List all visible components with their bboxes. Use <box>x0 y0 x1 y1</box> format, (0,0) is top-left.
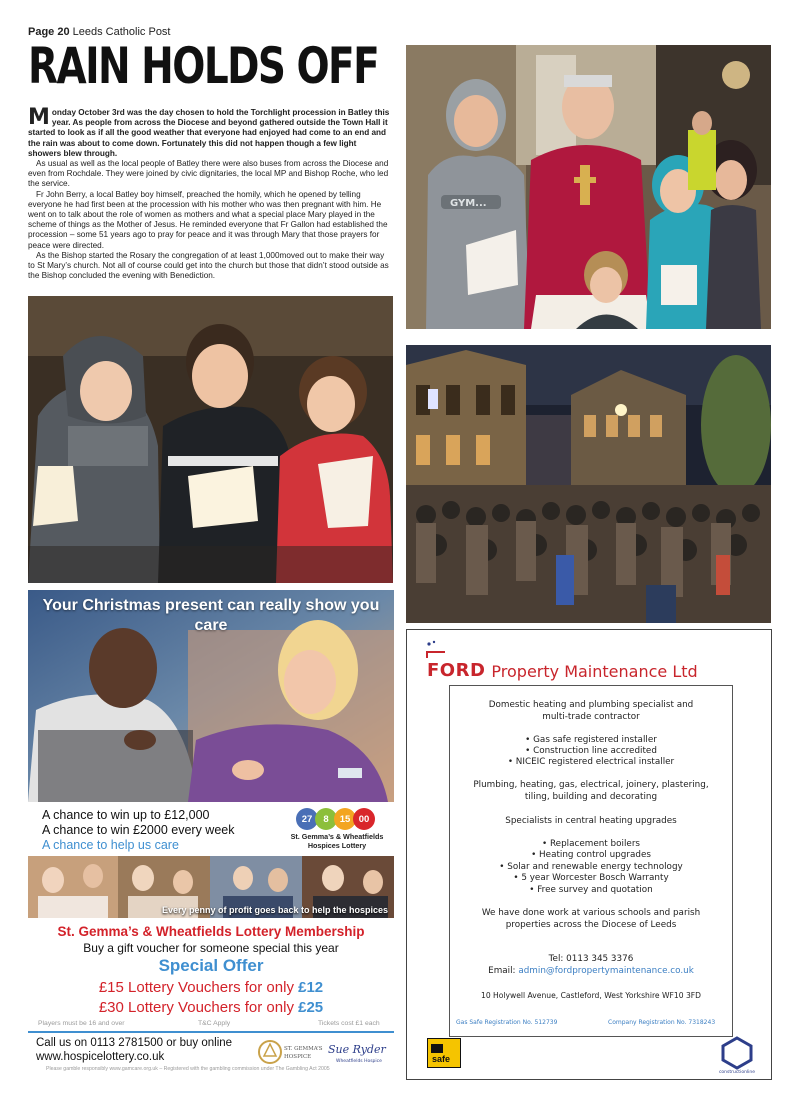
services-line: tiling, building and decorating <box>524 792 658 802</box>
membership-title: St. Gemma’s & Wheatfields Lottery Membership <box>57 924 365 939</box>
contact-block <box>36 1036 232 1064</box>
bullet-item: • 5 year Worcester Bosch Warranty <box>513 873 669 883</box>
hospice-lottery-advert <box>28 590 394 1078</box>
article-body <box>28 105 390 281</box>
offer-line-2 <box>28 999 394 1016</box>
lottery-ball: 00 <box>353 808 375 830</box>
work-line: properties across the Diocese of Leeds <box>505 920 677 930</box>
chance-line-2: A chance to win £2000 every week <box>42 823 235 837</box>
gas-safe-mark <box>431 1044 443 1053</box>
email-link[interactable]: admin@fordpropertymaintenance.co.uk <box>518 966 694 976</box>
photo-bishop-with-children <box>406 45 771 329</box>
photo-children-with-candles <box>28 296 393 583</box>
photo-crowd-at-night <box>406 345 771 623</box>
ford-brand: FORD <box>427 660 486 681</box>
sue-ryder-logo <box>326 1039 388 1072</box>
lottery-ball: 15 <box>334 808 356 830</box>
offer-text: £15 Lottery Vouchers for only <box>98 979 299 996</box>
ticket-cost: Tickets cost £1 each <box>318 1020 380 1027</box>
offer-price: £12 <box>298 979 324 996</box>
hospice-hero-photo <box>28 590 394 802</box>
address: 10 Holywell Avenue, Castleford, West Yorkshire WF10 3FD <box>480 991 702 1000</box>
publication-name: Leeds Catholic Post <box>72 26 171 38</box>
telephone: Tel: 0113 345 3376 <box>548 954 634 964</box>
website-link[interactable]: www.hospicelottery.co.uk <box>36 1051 165 1063</box>
bullet-item: • NICEIC registered electrical installer <box>507 757 675 767</box>
ford-logo <box>427 651 698 681</box>
age-requirement: Players must be 16 and over <box>38 1020 125 1027</box>
lottery-name: St. Gemma’s & Wheatfields Hospices Lottery <box>290 832 384 850</box>
drop-cap: M <box>28 105 50 130</box>
intro-line: Domestic heating and plumbing specialist and <box>488 700 694 710</box>
offer-text: £30 Lottery Vouchers for only <box>98 999 299 1016</box>
company-registration: Company Registration No. 7318243 <box>608 1019 716 1026</box>
gambling-notice: Please gamble responsibly www.gamcare.org.uk – Registered with the gambling commission under The Gambling Act 2005 <box>46 1066 330 1072</box>
cl-text: constructionline <box>718 1070 756 1074</box>
divider <box>28 1031 394 1033</box>
lottery-ball: 8 <box>315 808 337 830</box>
email-line <box>450 966 732 978</box>
page-number: Page 20 <box>28 26 70 38</box>
intro-line: multi-trade contractor <box>542 712 640 722</box>
strip-caption: Every penny of profit goes back to help the hospices <box>161 905 388 915</box>
gas-safe-logo <box>427 1038 461 1068</box>
lottery-logo <box>290 808 392 850</box>
services-line: Plumbing, heating, gas, electrical, joinery, plastering, <box>473 780 709 790</box>
gift-voucher-line: Buy a gift voucher for someone special this year <box>83 941 339 955</box>
logo-text: Wheatfields Hospice <box>336 1059 382 1064</box>
ford-property-advert <box>406 629 772 1080</box>
bullet-item: • Construction line accredited <box>525 746 657 756</box>
call-line: Call us on 0113 2781500 or buy online <box>36 1037 233 1049</box>
article-lead: onday October 3rd was the day chosen to hold the Torchlight procession in Batley this year. As people from across the Diocese and beyond gathered outside the Town Hall it started to look as if all the good weather that everyone had enjoyed had come to an end and the rain was about to come down. Fortunately this did not happen though a few light showers blew through. <box>28 108 390 158</box>
work-line: We have done work at various schools and parish <box>481 908 701 918</box>
gas-safe-registration: Gas Safe Registration No. 512739 <box>456 1019 558 1026</box>
logo-text: HOSPICE <box>284 1054 312 1060</box>
bullet-item: • Heating control upgrades <box>531 850 651 860</box>
logo-text: Sue Ryder <box>328 1043 386 1056</box>
hospice-heading: Your Christmas present can really show you care <box>42 597 380 634</box>
offer-price: £25 <box>298 999 324 1016</box>
bullet-item: • Replacement boilers <box>541 839 641 849</box>
bullet-item: • Free survey and quotation <box>529 885 653 895</box>
terms-apply: T&C Apply <box>198 1020 231 1027</box>
logo-text: ST. GEMMA’S <box>284 1046 323 1052</box>
email-label: Email: <box>488 966 519 976</box>
bullet-item: • Gas safe registered installer <box>525 735 657 745</box>
lottery-ball: 27 <box>296 808 318 830</box>
chance-line-1: A chance to win up to £12,000 <box>42 808 210 822</box>
shirt-text: GYM... <box>450 198 487 209</box>
constructionline-logo <box>715 1034 759 1079</box>
special-offer-title: Special Offer <box>158 956 264 975</box>
article-paragraph: Fr John Berry, a local Batley boy himself, preached the homily, which he opened by telling everyone he had first been at the procession with his mother who was then pregnant with him. He went on to talk about the role of women as mothers and what a special place Mary played in the scheme of things as the Mother of Jesus. He reminded everyone that Fr Gallon had established the procession – some 51 years ago to pray for peace and it was through Mary that those prayers for peace were directed. <box>28 189 388 250</box>
lottery-number-balls <box>296 808 392 832</box>
article-paragraph: As the Bishop started the Rosary the congregation of at least 1,000moved out to make their way to St Mary’s church. Not all of course could get into the church but those that didn’t stood outside as the Bishop concluded the evening with Benediction. <box>28 250 389 281</box>
chance-line-3: A chance to help us care <box>42 838 179 852</box>
offer-line-1 <box>28 979 394 996</box>
specialists-line: Specialists in central heating upgrades <box>505 816 677 826</box>
ford-info-box <box>449 685 733 1037</box>
ford-brand-rest: Property Maintenance Ltd <box>491 662 698 681</box>
article-paragraph: As usual as well as the local people of Batley there were also buses from across the Diocese and even from Rochdale. They were joined by civic dignitaries, the local MP and Bishop Roche, who led the service. <box>28 159 389 189</box>
headline: RAIN HOLDS OFF <box>28 37 379 95</box>
gas-safe-text: safe <box>432 1054 451 1064</box>
bullet-item: • Solar and renewable energy technology <box>499 862 683 872</box>
